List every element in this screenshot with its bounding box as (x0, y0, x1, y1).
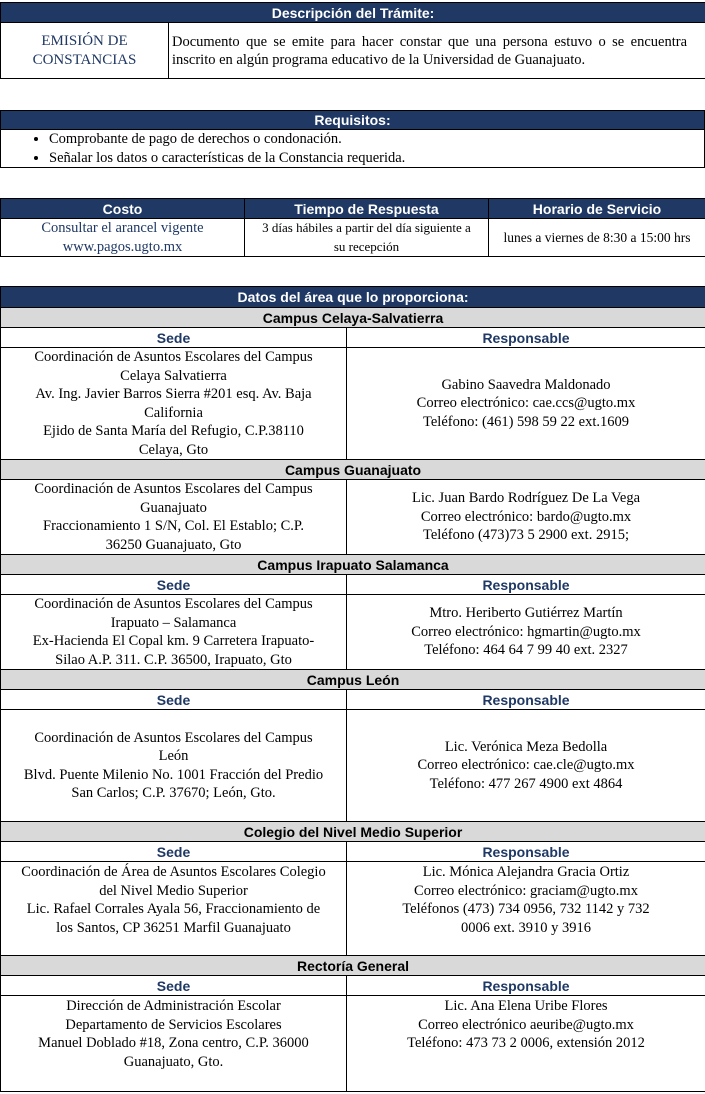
responsable-phone: Teléfono (473)73 5 2900 ext. 2915; (423, 527, 629, 544)
sede-line: Blvd. Puente Milenio No. 1001 Fracción del Predio (23, 766, 324, 783)
sede-line: Av. Ing. Javier Barros Sierra #201 esq. Av. Baja (35, 386, 312, 402)
responsable-cell (347, 996, 705, 1092)
costo-text: Consultar el arancel vigente (41, 220, 204, 236)
sede-column-header: Sede (1, 328, 347, 348)
sede-line: León (158, 748, 189, 764)
responsable-phone: Teléfono: 473 73 2 0006, extensión 2012 (407, 1035, 645, 1051)
sede-cell (1, 348, 347, 460)
pagos-link[interactable]: www.pagos.ugto.mx (62, 238, 183, 255)
costos-section (0, 198, 705, 257)
responsable-email: Correo electrónico: bardo@ugto.mx (420, 508, 632, 525)
descripcion-section (0, 2, 705, 79)
responsable-column-header: Responsable (347, 328, 705, 348)
sede-cell (1, 862, 347, 956)
responsable-name: Lic. Verónica Meza Bedolla (444, 738, 608, 755)
responsable-cell (347, 595, 705, 670)
campus-name: Colegio del Nivel Medio Superior (1, 822, 705, 842)
responsable-phone: 0006 ext. 3910 y 3916 (460, 919, 592, 936)
sede-line: Departamento de Servicios Escolares (65, 1016, 282, 1033)
sede-line: California (144, 404, 203, 421)
requisitos-header: Requisitos: (1, 111, 705, 130)
responsable-column-header: Responsable (347, 976, 705, 996)
responsable-phone: Teléfono: 464 64 7 99 40 ext. 2327 (424, 642, 628, 659)
tramite-name: EMISIÓN DE CONSTANCIAS (1, 23, 169, 79)
sede-line: Fraccionamiento 1 S/N, Col. El Establo; C.P. (43, 518, 304, 534)
responsable-email: Correo electrónico: graciam@ugto.mx (414, 882, 638, 899)
campus-name: Campus Guanajuato (1, 460, 705, 480)
tiempo-text-1: 3 días hábiles a partir del día siguiente a (262, 220, 471, 235)
sede-line: 36250 Guanajuato, Gto (105, 536, 242, 553)
sede-column-header: Sede (1, 575, 347, 595)
costo-header: Costo (1, 199, 245, 219)
responsable-email: Correo electrónico: cae.cle@ugto.mx (417, 757, 635, 774)
campus-name: Campus León (1, 670, 705, 690)
responsable-email: Correo electrónico: cae.ccs@ugto.mx (416, 395, 636, 412)
responsable-phone: Teléfono: 477 267 4900 ext 4864 (429, 775, 623, 792)
sede-column-header: Sede (1, 842, 347, 862)
responsable-column-header: Responsable (347, 842, 705, 862)
responsable-email: Correo electrónico: hgmartin@ugto.mx (411, 623, 641, 640)
sede-line: Irapuato – Salamanca (110, 614, 237, 631)
sede-line: Lic. Rafael Corrales Ayala 56, Fraccionamiento de (26, 901, 321, 917)
responsable-cell (347, 480, 705, 555)
sede-line: Manuel Doblado #18, Zona centro, C.P. 36000 (38, 1035, 309, 1051)
tiempo-text-2: su recepción (333, 238, 400, 254)
horario-cell: lunes a viernes de 8:30 a 15:00 hrs (489, 219, 705, 257)
area-header: Datos del área que lo proporciona: (1, 287, 705, 308)
tramite-description: Documento que se emite para hacer constar que una persona estuvo o se encuentra inscrito en algún programa educativo de la Universidad de Guanajuato. (169, 23, 705, 79)
area-section (0, 286, 705, 1092)
requisitos-list (1, 130, 704, 167)
sede-line: Coordinación de Asuntos Escolares del Campus (34, 729, 313, 746)
sede-line: Silao A.P. 311. C.P. 36500, Irapuato, Gto (55, 651, 292, 668)
sede-line: Coordinación de Asuntos Escolares del Campus (34, 349, 313, 365)
sede-line: Celaya Salvatierra (120, 367, 227, 384)
responsable-column-header: Responsable (347, 690, 705, 710)
sede-cell (1, 996, 347, 1092)
sede-line: Celaya, Gto (138, 441, 209, 458)
sede-line: Guanajuato, Gto. (123, 1053, 224, 1070)
tiempo-cell (245, 219, 489, 257)
sede-cell (1, 480, 347, 555)
sede-line: Coordinación de Área de Asuntos Escolares Colegio (21, 864, 326, 880)
tiempo-header: Tiempo de Respuesta (245, 199, 489, 219)
sede-line: Coordinación de Asuntos Escolares del Campus (34, 481, 313, 497)
sede-cell (1, 710, 347, 822)
campus-name: Rectoría General (1, 956, 705, 976)
descripcion-header: Descripción del Trámite: (1, 3, 705, 23)
responsable-phone: Teléfono: (461) 598 59 22 ext.1609 (423, 413, 629, 430)
sede-line: Ejido de Santa María del Refugio, C.P.38110 (43, 423, 304, 439)
sede-line: Guanajuato (140, 499, 207, 516)
responsable-cell (347, 348, 705, 460)
costo-cell (1, 219, 245, 257)
responsable-column-header: Responsable (347, 575, 705, 595)
sede-line: Coordinación de Asuntos Escolares del Campus (34, 596, 313, 612)
campus-name: Campus Celaya-Salvatierra (1, 308, 705, 328)
requisito-item: • Comprobante de pago de derechos o condonación. (49, 130, 704, 149)
responsable-name: Lic. Ana Elena Uribe Flores (444, 998, 608, 1014)
sede-line: San Carlos; C.P. 37670; León, Gto. (71, 785, 276, 801)
responsable-cell (347, 710, 705, 822)
sede-column-header: Sede (1, 690, 347, 710)
sede-column-header: Sede (1, 976, 347, 996)
sede-line: del Nivel Medio Superior (99, 882, 248, 899)
requisito-item: • Señalar los datos o características de la Constancia requerida. (49, 149, 704, 168)
responsable-phone: Teléfonos (473) 734 0956, 732 1142 y 732 (402, 901, 650, 917)
responsable-name: Gabino Saavedra Maldonado (441, 376, 611, 393)
responsable-name: Mtro. Heriberto Gutiérrez Martín (429, 605, 623, 622)
responsable-email: Correo electrónico aeuribe@ugto.mx (418, 1016, 634, 1033)
sede-line: los Santos, CP 36251 Marfil Guanajuato (56, 919, 291, 936)
sede-line: Ex-Hacienda El Copal km. 9 Carretera Irapuato- (32, 633, 315, 649)
sede-cell (1, 595, 347, 670)
campus-name: Campus Irapuato Salamanca (1, 555, 705, 575)
sede-line: Dirección de Administración Escolar (66, 998, 281, 1014)
responsable-cell (347, 862, 705, 956)
responsable-name: Lic. Mónica Alejandra Gracia Ortiz (422, 864, 630, 880)
requisitos-section (0, 110, 705, 168)
horario-header: Horario de Servicio (489, 199, 705, 219)
responsable-name: Lic. Juan Bardo Rodríguez De La Vega (411, 490, 641, 507)
